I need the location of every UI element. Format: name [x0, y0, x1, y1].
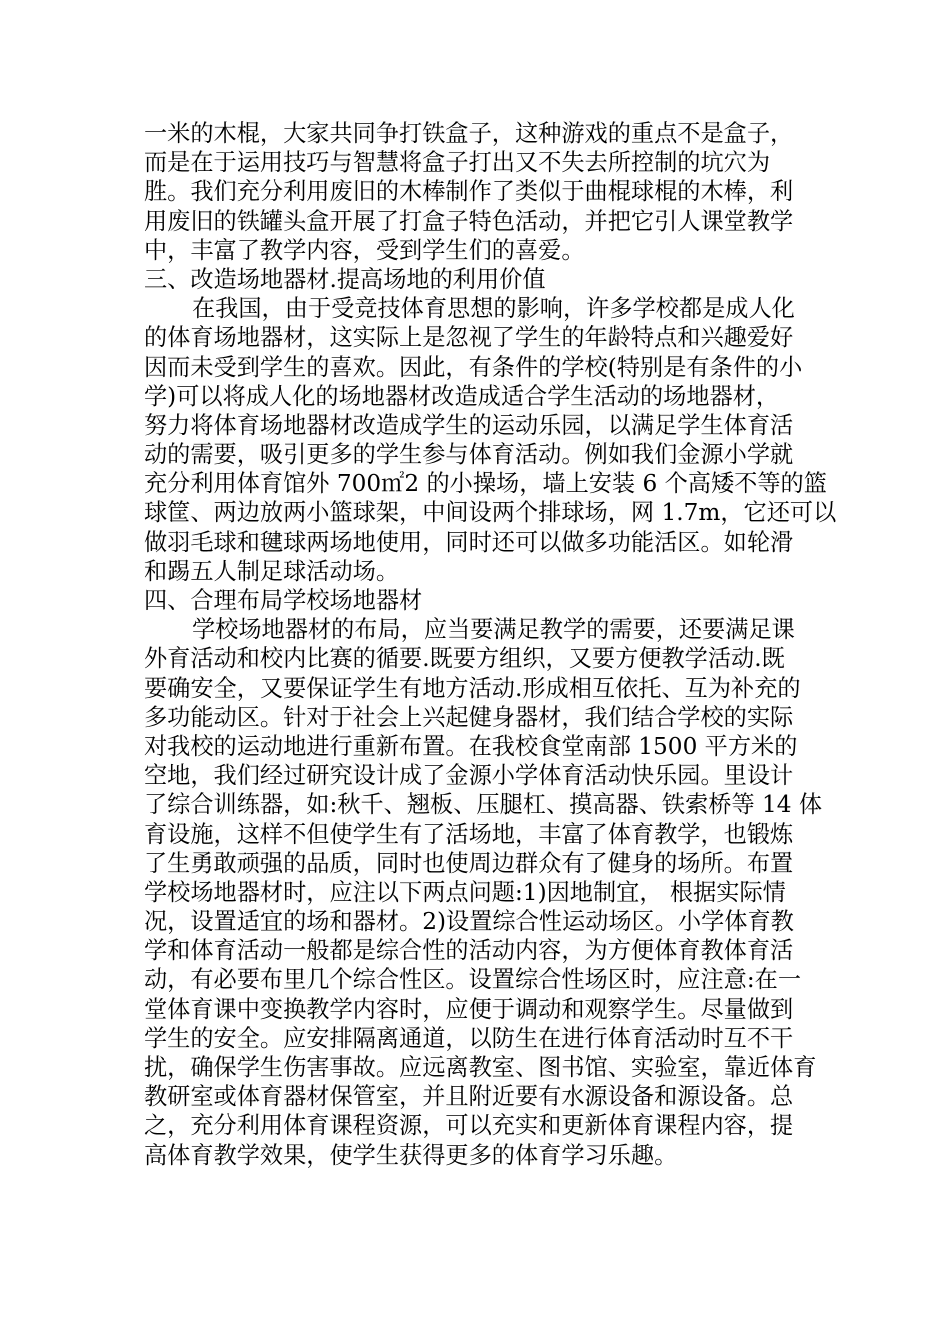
paragraph-line: 一米的木棍，大家共同争打铁盒子，这种游戏的重点不是盒子，: [144, 120, 794, 147]
paragraph-line: 了生勇敢顽强的品质，同时也使周边群众有了健身的场所。布置: [144, 849, 794, 877]
paragraph-line: 堂体育课中变换教学内容时，应便于调动和观察学生。尽量做到: [144, 995, 794, 1023]
paragraph-line: 球筐、两边放两小篮球架，中间设两个排球场，网 1.7m，它还可以: [144, 499, 837, 527]
paragraph-line: 而是在于运用技巧与智慧将盒子打出又不失去所控制的坑穴为: [144, 149, 771, 177]
paragraph-line: 外育活动和校内比赛的循要.既要方组织，又要方便教学活动.既: [144, 645, 785, 673]
paragraph-line: 努力将体育场地器材改造成学生的运动乐园，以满足学生体育活: [144, 411, 794, 439]
section-heading: 三、改造场地器材.提高场地的利用价值: [144, 265, 546, 293]
document-body: [144, 119, 837, 1170]
paragraph-line: 空地，我们经过研究设计成了金源小学体育活动快乐园。里设计: [144, 762, 794, 790]
paragraph-line: 和踢五人制足球活动场。: [144, 557, 400, 585]
paragraph-line: 要确安全，又要保证学生有地方活动.形成相互依托、互为补充的: [144, 674, 801, 702]
paragraph-line: 学校场地器材的布局，应当要满足教学的需要，还要满足课: [192, 616, 795, 644]
paragraph-line: 扰，确保学生伤害事故。应远离教室、图书馆、实验室，靠近体育: [144, 1054, 817, 1081]
paragraph-line: 做羽毛球和毽球两场地使用，同时还可以做多功能活区。如轮滑: [144, 528, 794, 556]
paragraph-line: 在我国，由于受竞技体育思想的影响，许多学校都是成人化: [192, 295, 795, 323]
paragraph-line: 中，丰富了教学内容，受到学生们的喜爱。: [144, 236, 585, 264]
section-heading: 四、合理布局学校场地器材: [144, 587, 423, 614]
paragraph-line: 的体育场地器材，这实际上是忽视了学生的年龄特点和兴趣爱好: [144, 324, 794, 352]
paragraph-line: 对我校的运动地进行重新布置。在我校食堂南部 1500 平方米的: [144, 732, 798, 760]
paragraph-line: 动的需要，吸引更多的学生参与体育活动。例如我们金源小学就: [144, 441, 794, 469]
paragraph-line: 学和体育活动一般都是综合性的活动内容，为方便体育教体育活: [144, 937, 794, 965]
paragraph-line: 况，设置适宜的场和器材。2)设置综合性运动场区。小学体育教: [144, 908, 794, 936]
paragraph-line: 育设施，这样不但使学生有了活场地，丰富了体育教学，也锻炼: [144, 820, 794, 848]
paragraph-line: 学校场地器材时，应注以下两点问题:1)因地制宜， 根据实际情: [144, 878, 786, 906]
paragraph-line: 用废旧的铁罐头盒开展了打盒子特色活动，并把它引人课堂教学: [144, 207, 794, 235]
paragraph-line: 充分利用体育馆外 700㎡2 的小操场，墙上安装 6 个高矮不等的篮: [144, 470, 827, 498]
paragraph-line: 因而未受到学生的喜欢。因此，有条件的学校(特别是有条件的小: [144, 353, 803, 381]
paragraph-line: 高体育教学效果，使学生获得更多的体育学习乐趣。: [144, 1141, 678, 1169]
paragraph-line: 学生的安全。应安排隔离通道，以防生在进行体育活动时互不干: [144, 1024, 794, 1052]
paragraph-line: 之，充分利用体育课程资源，可以充实和更新体育课程内容，提: [144, 1112, 794, 1140]
paragraph-line: 教研室或体育器材保管室，并且附近要有水源设备和源设备。总: [144, 1083, 794, 1111]
paragraph-line: 动，有必要布里几个综合性区。设置综合性场区时，应注意:在一: [144, 966, 802, 994]
paragraph-line: 学)可以将成人化的场地器材改造成适合学生活动的场地器材，: [144, 382, 780, 410]
paragraph-line: 胜。我们充分利用废旧的木棒制作了类似于曲棍球棍的木棒，利: [144, 178, 794, 206]
paragraph-line: 了综合训练器，如:秋千、翘板、压腿杠、摸高器、铁索桥等 14 体: [144, 791, 823, 819]
paragraph-line: 多功能动区。针对于社会上兴起健身器材，我们结合学校的实际: [144, 703, 794, 731]
